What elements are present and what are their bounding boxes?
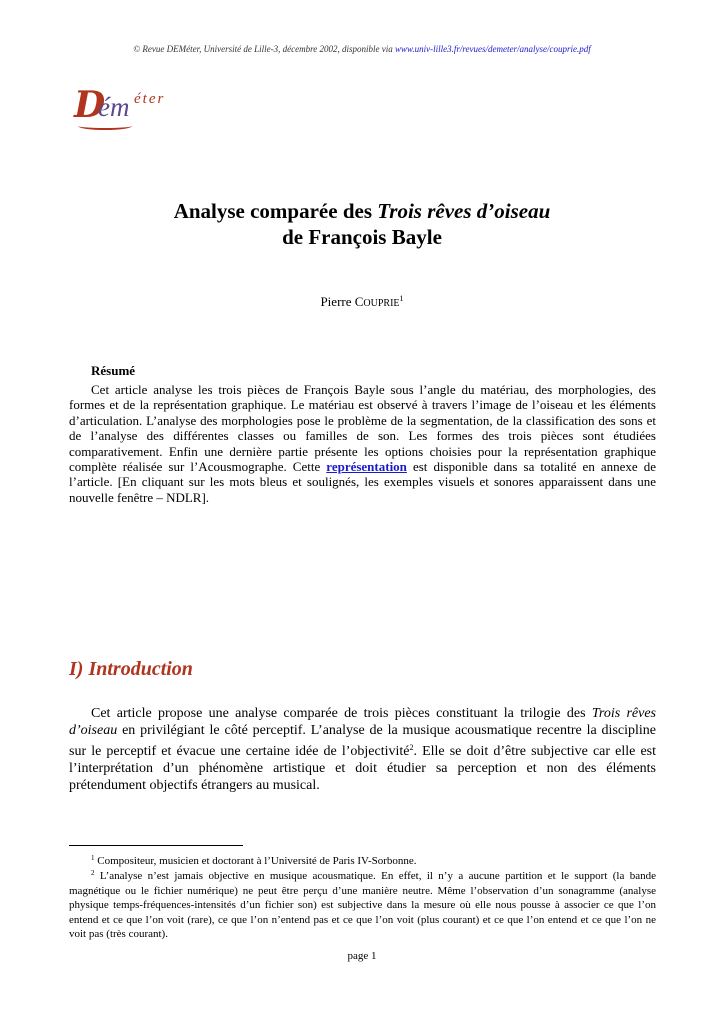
title-work-name: Trois rêves d’oiseau <box>377 199 551 223</box>
header-citation: © Revue DEMéter, Université de Lille-3, décembre 2002, disponible via www.univ-lille3.fr/revues/demeter/analyse/couprie.pdf <box>133 44 591 54</box>
article-title: Analyse comparée des Trois rêves d’oiseau de François Bayle <box>173 199 551 249</box>
footnote-1: $^1$ Compositeur, musicien et doctorant à l’Université de Paris IV-Sorbonne. <box>91 854 417 867</box>
abstract-heading: Résumé <box>91 363 136 378</box>
author-name: Pierre COUPRIE$^1$ <box>320 294 404 309</box>
introduction-paragraph: Cet article propose une analyse comparée de trois pièces constituant la trilogie des Trois rêves d’oiseau en privilégiant le côté perceptif. L’analyse de la musique acousmatique recentre la discipline sur le perceptif et évacue une certaine idée de l’objectivité$^2$. Elle se doit d’être subjective car elle est l’interprétation d’un phénomène artistique et doit étudier sa perception et non des éléments prétendument objectifs étrangers au musical. <box>69 706 656 793</box>
footnote-ref-1: 1 <box>399 294 404 303</box>
logo-letter-d: D <box>74 84 106 126</box>
logo-swash <box>78 122 132 130</box>
logo-letters-eter: éter <box>134 91 166 107</box>
footnote-ref-2: 2 <box>409 743 414 752</box>
abstract-paragraph: Cet article analyse les trois pièces de François Bayle sous l’angle du matériau, des morphologies, des formes et de la représentation graphique. Le matériau est observé à travers l’image de l’oiseau et les éléments d’articulation. L’analyse des morphologies pose le problème de la segmentation, de la classification des sons et de l’analyse des différentes classes ou familles de son. Les formes des trois pièces sont étudiées comparativement. Enfin une dernière partie présente les options choisies pour la représentation graphique complète réalisée sur l’Acousmographe. Cette représentation est disponible dans sa totalité en annexe de l’article. [En cliquant sur les mots bleus et soulignés, les exemples visuels et sonores apparaissent dans une nouvelle fenêtre – NDLR]. <box>69 382 656 505</box>
page-number: page 1 <box>347 950 377 962</box>
representation-link[interactable]: représentation <box>326 459 407 475</box>
section-heading-introduction: I) Introduction <box>69 658 193 680</box>
footnote-separator <box>69 845 243 846</box>
logo-letters-em: ém <box>98 92 130 122</box>
footnote-2: $^2$ L’analyse n’est jamais objective en musique acousmatique. En effet, il n’y a aucune partition et le support (la bande magnétique ou le fichier numérique) ne peut être perçu d’une manière neutre. Même l’observation d’un sonagramme (analyse physique temps-fréquences-intensités d’un fichier son) est subjective dans la mesure où elle nous pousse à associer ce que l’on entend et ce que l’on voit (rare), ce que l’on n’entend pas et ce que l’on voit (plus courant) et ce que l’on entend et ce que l’on ne voit pas (très courant). <box>69 869 656 940</box>
source-url-link[interactable]: www.univ-lille3.fr/revues/demeter/analyse/couprie.pdf <box>394 44 591 54</box>
